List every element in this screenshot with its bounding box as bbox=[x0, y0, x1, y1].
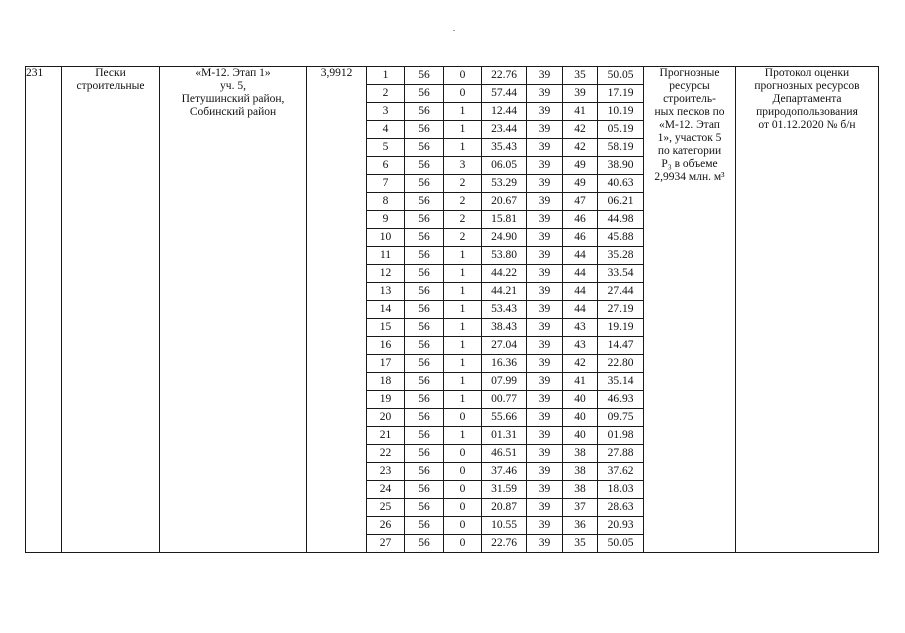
lon-min: 44 bbox=[563, 283, 598, 301]
lon-min: 38 bbox=[563, 463, 598, 481]
lon-deg: 39 bbox=[527, 463, 563, 481]
point-number: 17 bbox=[367, 355, 405, 373]
lat-sec: 46.51 bbox=[482, 445, 527, 463]
lat-min: 0 bbox=[444, 409, 482, 427]
point-number: 6 bbox=[367, 157, 405, 175]
lat-sec: 55.66 bbox=[482, 409, 527, 427]
deposit-area: 3,9912 bbox=[307, 67, 367, 553]
lon-sec: 19.19 bbox=[598, 319, 644, 337]
lat-sec: 53.29 bbox=[482, 175, 527, 193]
lat-deg: 56 bbox=[405, 85, 444, 103]
lon-deg: 39 bbox=[527, 391, 563, 409]
lat-deg: 56 bbox=[405, 67, 444, 85]
record-number: 231 bbox=[26, 67, 62, 553]
lon-sec: 50.05 bbox=[598, 67, 644, 85]
lon-deg: 39 bbox=[527, 427, 563, 445]
lon-min: 40 bbox=[563, 409, 598, 427]
point-number: 9 bbox=[367, 211, 405, 229]
lat-min: 1 bbox=[444, 121, 482, 139]
lat-deg: 56 bbox=[405, 427, 444, 445]
lon-deg: 39 bbox=[527, 247, 563, 265]
lon-sec: 06.21 bbox=[598, 193, 644, 211]
lat-sec: 15.81 bbox=[482, 211, 527, 229]
lat-min: 1 bbox=[444, 319, 482, 337]
lat-min: 0 bbox=[444, 445, 482, 463]
lon-min: 46 bbox=[563, 229, 598, 247]
lat-sec: 06.05 bbox=[482, 157, 527, 175]
lon-deg: 39 bbox=[527, 121, 563, 139]
lat-min: 0 bbox=[444, 85, 482, 103]
deposit-table bbox=[25, 66, 879, 553]
lon-min: 38 bbox=[563, 445, 598, 463]
lat-sec: 23.44 bbox=[482, 121, 527, 139]
lat-min: 1 bbox=[444, 247, 482, 265]
lon-deg: 39 bbox=[527, 409, 563, 427]
lon-sec: 46.93 bbox=[598, 391, 644, 409]
lat-min: 2 bbox=[444, 211, 482, 229]
lon-min: 40 bbox=[563, 391, 598, 409]
lon-sec: 18.03 bbox=[598, 481, 644, 499]
lat-deg: 56 bbox=[405, 445, 444, 463]
lat-deg: 56 bbox=[405, 481, 444, 499]
lon-min: 49 bbox=[563, 175, 598, 193]
lon-min: 49 bbox=[563, 157, 598, 175]
lat-min: 1 bbox=[444, 103, 482, 121]
lat-deg: 56 bbox=[405, 121, 444, 139]
point-number: 14 bbox=[367, 301, 405, 319]
lon-sec: 44.98 bbox=[598, 211, 644, 229]
lon-deg: 39 bbox=[527, 517, 563, 535]
lat-deg: 56 bbox=[405, 337, 444, 355]
lat-min: 0 bbox=[444, 499, 482, 517]
point-number: 23 bbox=[367, 463, 405, 481]
point-number: 20 bbox=[367, 409, 405, 427]
lat-sec: 01.31 bbox=[482, 427, 527, 445]
lon-min: 41 bbox=[563, 373, 598, 391]
lat-min: 1 bbox=[444, 265, 482, 283]
lon-sec: 27.88 bbox=[598, 445, 644, 463]
point-number: 8 bbox=[367, 193, 405, 211]
lat-sec: 53.80 bbox=[482, 247, 527, 265]
lat-deg: 56 bbox=[405, 175, 444, 193]
lon-min: 44 bbox=[563, 247, 598, 265]
lat-sec: 57.44 bbox=[482, 85, 527, 103]
lon-sec: 22.80 bbox=[598, 355, 644, 373]
assessment-document: Протокол оценки прогнозных ресурсов Департамента природопользования от 01.12.2020 № б/н bbox=[736, 67, 879, 553]
table-body bbox=[26, 67, 879, 553]
lon-deg: 39 bbox=[527, 481, 563, 499]
lat-deg: 56 bbox=[405, 319, 444, 337]
lat-sec: 07.99 bbox=[482, 373, 527, 391]
lon-sec: 27.44 bbox=[598, 283, 644, 301]
table-row bbox=[26, 67, 879, 85]
lon-min: 41 bbox=[563, 103, 598, 121]
lat-deg: 56 bbox=[405, 463, 444, 481]
lat-deg: 56 bbox=[405, 373, 444, 391]
lon-min: 38 bbox=[563, 481, 598, 499]
lon-deg: 39 bbox=[527, 175, 563, 193]
lon-deg: 39 bbox=[527, 265, 563, 283]
lon-min: 35 bbox=[563, 535, 598, 553]
lat-sec: 22.76 bbox=[482, 535, 527, 553]
lon-deg: 39 bbox=[527, 229, 563, 247]
lon-sec: 14.47 bbox=[598, 337, 644, 355]
lon-sec: 38.90 bbox=[598, 157, 644, 175]
lon-sec: 45.88 bbox=[598, 229, 644, 247]
lat-deg: 56 bbox=[405, 517, 444, 535]
mineral-type: Пески строительные bbox=[62, 67, 160, 553]
page-mark bbox=[453, 30, 455, 31]
point-number: 12 bbox=[367, 265, 405, 283]
lat-deg: 56 bbox=[405, 139, 444, 157]
lon-deg: 39 bbox=[527, 373, 563, 391]
lat-min: 0 bbox=[444, 463, 482, 481]
lat-sec: 12.44 bbox=[482, 103, 527, 121]
lat-deg: 56 bbox=[405, 265, 444, 283]
point-number: 4 bbox=[367, 121, 405, 139]
point-number: 7 bbox=[367, 175, 405, 193]
lat-min: 1 bbox=[444, 355, 482, 373]
point-number: 10 bbox=[367, 229, 405, 247]
lon-deg: 39 bbox=[527, 337, 563, 355]
lat-sec: 35.43 bbox=[482, 139, 527, 157]
lat-min: 0 bbox=[444, 517, 482, 535]
lon-min: 44 bbox=[563, 301, 598, 319]
lat-deg: 56 bbox=[405, 229, 444, 247]
lat-min: 1 bbox=[444, 373, 482, 391]
lat-min: 3 bbox=[444, 157, 482, 175]
lat-deg: 56 bbox=[405, 391, 444, 409]
lat-sec: 16.36 bbox=[482, 355, 527, 373]
lon-deg: 39 bbox=[527, 301, 563, 319]
lat-sec: 10.55 bbox=[482, 517, 527, 535]
lat-sec: 20.67 bbox=[482, 193, 527, 211]
lat-sec: 53.43 bbox=[482, 301, 527, 319]
lat-sec: 38.43 bbox=[482, 319, 527, 337]
lat-deg: 56 bbox=[405, 535, 444, 553]
lon-min: 42 bbox=[563, 139, 598, 157]
point-number: 15 bbox=[367, 319, 405, 337]
resources-description: Прогнозные ресурсы строитель- ных песков по «М-12. Этап 1», участок 5 по категории Р₃ в объеме 2,9934 млн. м³ bbox=[644, 67, 736, 553]
lon-deg: 39 bbox=[527, 499, 563, 517]
lat-min: 2 bbox=[444, 229, 482, 247]
lat-deg: 56 bbox=[405, 283, 444, 301]
lon-sec: 27.19 bbox=[598, 301, 644, 319]
point-number: 18 bbox=[367, 373, 405, 391]
lat-sec: 22.76 bbox=[482, 67, 527, 85]
lon-min: 43 bbox=[563, 319, 598, 337]
lat-sec: 24.90 bbox=[482, 229, 527, 247]
lat-deg: 56 bbox=[405, 355, 444, 373]
lat-sec: 44.22 bbox=[482, 265, 527, 283]
lon-sec: 35.28 bbox=[598, 247, 644, 265]
point-number: 2 bbox=[367, 85, 405, 103]
lat-deg: 56 bbox=[405, 211, 444, 229]
lon-sec: 28.63 bbox=[598, 499, 644, 517]
lat-sec: 00.77 bbox=[482, 391, 527, 409]
lat-min: 1 bbox=[444, 139, 482, 157]
lon-deg: 39 bbox=[527, 445, 563, 463]
lat-deg: 56 bbox=[405, 499, 444, 517]
lon-sec: 17.19 bbox=[598, 85, 644, 103]
lon-sec: 35.14 bbox=[598, 373, 644, 391]
point-number: 13 bbox=[367, 283, 405, 301]
lon-min: 43 bbox=[563, 337, 598, 355]
lon-sec: 09.75 bbox=[598, 409, 644, 427]
lon-deg: 39 bbox=[527, 211, 563, 229]
lon-min: 44 bbox=[563, 265, 598, 283]
lat-sec: 27.04 bbox=[482, 337, 527, 355]
lon-deg: 39 bbox=[527, 139, 563, 157]
point-number: 11 bbox=[367, 247, 405, 265]
lat-min: 0 bbox=[444, 481, 482, 499]
lat-deg: 56 bbox=[405, 157, 444, 175]
point-number: 27 bbox=[367, 535, 405, 553]
lat-min: 1 bbox=[444, 283, 482, 301]
lat-min: 1 bbox=[444, 391, 482, 409]
lat-deg: 56 bbox=[405, 103, 444, 121]
lon-min: 35 bbox=[563, 67, 598, 85]
lon-sec: 20.93 bbox=[598, 517, 644, 535]
point-number: 16 bbox=[367, 337, 405, 355]
lon-min: 42 bbox=[563, 355, 598, 373]
lon-deg: 39 bbox=[527, 67, 563, 85]
lon-min: 47 bbox=[563, 193, 598, 211]
lon-sec: 05.19 bbox=[598, 121, 644, 139]
point-number: 26 bbox=[367, 517, 405, 535]
lat-deg: 56 bbox=[405, 301, 444, 319]
point-number: 24 bbox=[367, 481, 405, 499]
lon-sec: 01.98 bbox=[598, 427, 644, 445]
point-number: 19 bbox=[367, 391, 405, 409]
lon-sec: 50.05 bbox=[598, 535, 644, 553]
lon-deg: 39 bbox=[527, 319, 563, 337]
lon-deg: 39 bbox=[527, 193, 563, 211]
lat-deg: 56 bbox=[405, 193, 444, 211]
lat-sec: 37.46 bbox=[482, 463, 527, 481]
lat-sec: 20.87 bbox=[482, 499, 527, 517]
lat-sec: 44.21 bbox=[482, 283, 527, 301]
lon-min: 36 bbox=[563, 517, 598, 535]
lat-min: 1 bbox=[444, 427, 482, 445]
lon-sec: 58.19 bbox=[598, 139, 644, 157]
lon-deg: 39 bbox=[527, 103, 563, 121]
lat-min: 0 bbox=[444, 67, 482, 85]
point-number: 3 bbox=[367, 103, 405, 121]
lat-min: 2 bbox=[444, 175, 482, 193]
point-number: 21 bbox=[367, 427, 405, 445]
lat-min: 0 bbox=[444, 535, 482, 553]
point-number: 1 bbox=[367, 67, 405, 85]
lat-min: 1 bbox=[444, 301, 482, 319]
lat-deg: 56 bbox=[405, 409, 444, 427]
point-number: 5 bbox=[367, 139, 405, 157]
lon-sec: 33.54 bbox=[598, 265, 644, 283]
lon-min: 37 bbox=[563, 499, 598, 517]
lon-min: 40 bbox=[563, 427, 598, 445]
lon-sec: 37.62 bbox=[598, 463, 644, 481]
lon-deg: 39 bbox=[527, 283, 563, 301]
point-number: 22 bbox=[367, 445, 405, 463]
lat-deg: 56 bbox=[405, 247, 444, 265]
lon-deg: 39 bbox=[527, 157, 563, 175]
point-number: 25 bbox=[367, 499, 405, 517]
lon-deg: 39 bbox=[527, 535, 563, 553]
lon-deg: 39 bbox=[527, 85, 563, 103]
lat-min: 1 bbox=[444, 337, 482, 355]
lon-sec: 10.19 bbox=[598, 103, 644, 121]
lon-min: 42 bbox=[563, 121, 598, 139]
lat-sec: 31.59 bbox=[482, 481, 527, 499]
lon-sec: 40.63 bbox=[598, 175, 644, 193]
lon-min: 39 bbox=[563, 85, 598, 103]
lat-min: 2 bbox=[444, 193, 482, 211]
lon-min: 46 bbox=[563, 211, 598, 229]
deposit-location: «М-12. Этап 1» уч. 5, Петушинский район, Собинский район bbox=[160, 67, 307, 553]
lon-deg: 39 bbox=[527, 355, 563, 373]
